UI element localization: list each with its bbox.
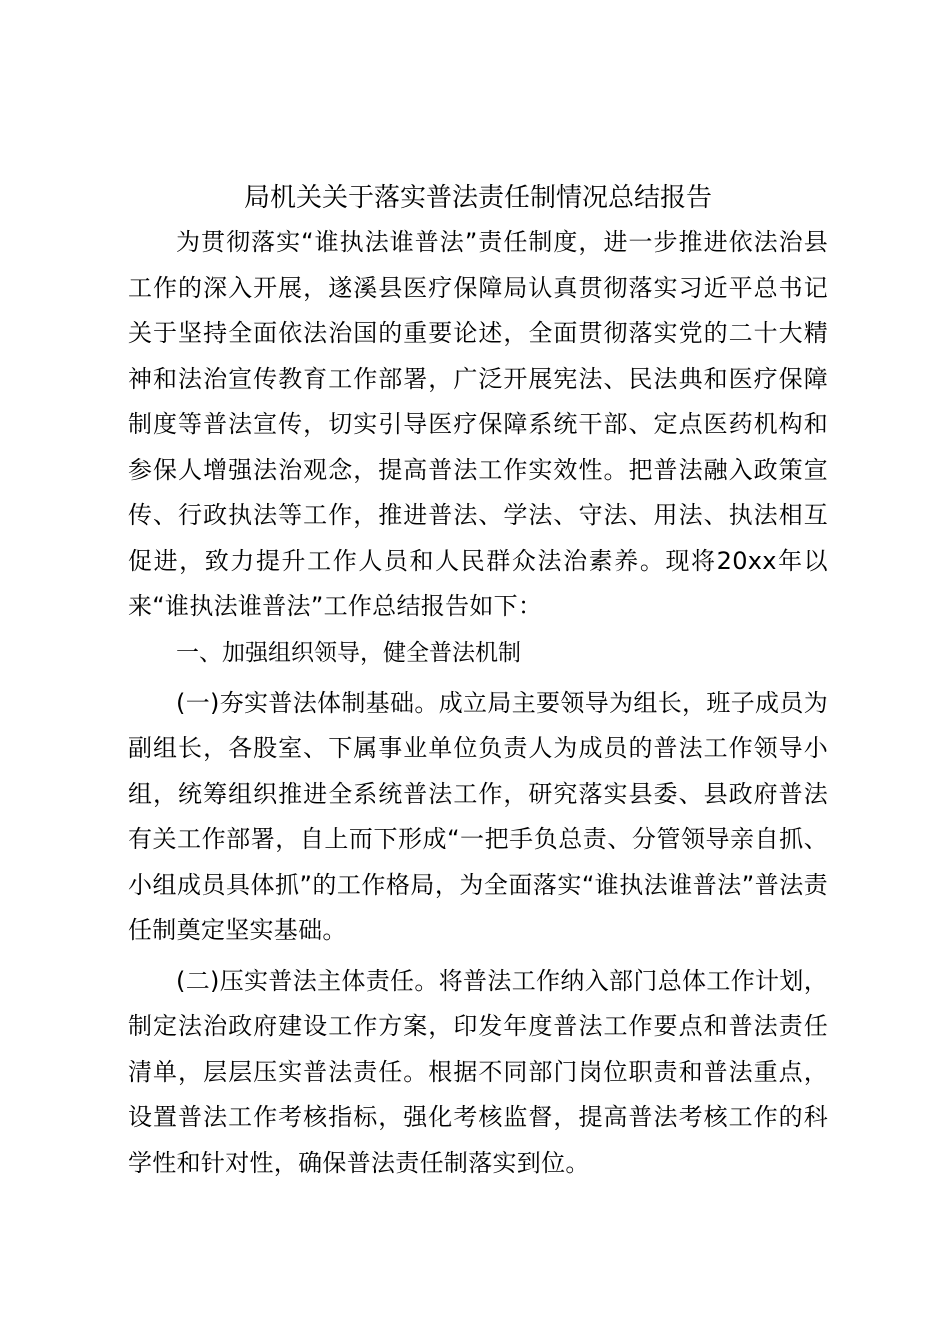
intro-paragraph: 为贯彻落实“谁执法谁普法”责任制度，进一步推进依法治县工作的深入开展，遂溪县医疗保障局认真贯彻落实习近平总书记关于坚持全面依法治国的重要论述，全面贯彻落实党的二十大精神和法治宣传教育工作部署，广泛开展宪法、民法典和医疗保障制度等普法宣传，切实引导医疗保障系统干部、定点医药机构和参保人增强法治观念，提高普法工作实效性。把普法融入政策宣传、行政执法等工作，推进普法、学法、守法、用法、执法相互促进，致力提升工作人员和人民群众法治素养。现将20xx年以来“谁执法谁普法”工作总结报告如下： (128, 228, 828, 620)
paragraph-2: (二)压实普法主体责任。将普法工作纳入部门总体工作计划，制定法治政府建设工作方案，印发年度普法工作要点和普法责任清单，层层压实普法责任。根据不同部门岗位职责和普法重点，设置普法工作考核指标，强化考核监督，提高普法考核工作的科学性和针对性，确保普法责任制落实到位。 (128, 966, 828, 1177)
paragraph-1: (一)夯实普法体制基础。成立局主要领导为组长，班子成员为副组长，各股室、下属事业单位负责人为成员的普法工作领导小组，统筹组织推进全系统普法工作，研究落实县委、县政府普法有关工作部署，自上而下形成“一把手负总责、分管领导亲自抓、小组成员具体抓”的工作格局，为全面落实“谁执法谁普法”普法责任制奠定坚实基础。 (128, 688, 828, 944)
section-heading-1: 一、加强组织领导，健全普法机制 (176, 639, 521, 666)
document-body (128, 176, 828, 1186)
document-title: 局机关关于落实普法责任制情况总结报告 (243, 183, 712, 213)
